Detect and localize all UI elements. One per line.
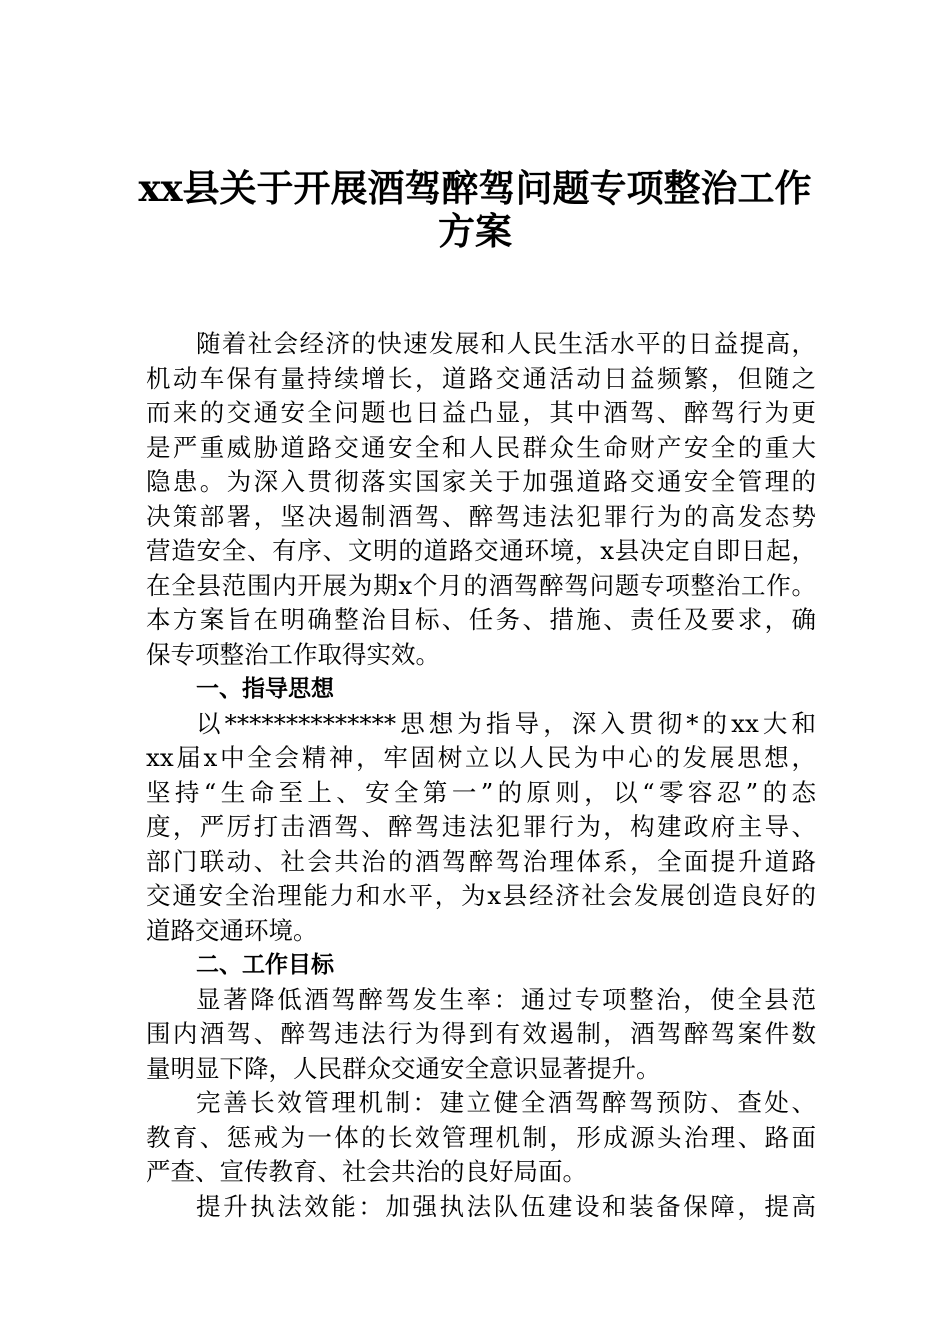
paragraph-line: 教育、惩戒为一体的长效管理机制，形成源头治理、路面 xyxy=(146,1122,816,1152)
paragraph-line: 保专项整治工作取得实效。 xyxy=(146,639,440,669)
paragraph-line: 机动车保有量持续增长，道路交通活动日益频繁，但随之 xyxy=(146,363,816,393)
paragraph-line: 坚持“生命至上、安全第一”的原则，以“零容忍”的态 xyxy=(146,777,816,807)
paragraph xyxy=(146,327,816,672)
paragraph-line: 完善长效管理机制：建立健全酒驾醉驾预防、查处、 xyxy=(196,1088,816,1117)
paragraph xyxy=(146,707,816,949)
section-heading: 一、指导思想 xyxy=(196,676,334,702)
paragraph xyxy=(146,1086,816,1190)
document-body xyxy=(146,327,816,1224)
paragraph-line: 决策部署，坚决遏制酒驾、醉驾违法犯罪行为的高发态势 xyxy=(146,501,816,531)
document-title-line-1: xx县关于开展酒驾醉驾问题专项整治工作 xyxy=(138,166,812,210)
paragraph-line: 隐患。为深入贯彻落实国家关于加强道路交通安全管理的 xyxy=(146,467,816,496)
paragraph-line: 严查、宣传教育、社会共治的良好局面。 xyxy=(146,1157,587,1186)
paragraph-line: 而来的交通安全问题也日益凸显，其中酒驾、醉驾行为更 xyxy=(146,398,816,427)
paragraph-line: 本方案旨在明确整治目标、任务、措施、责任及要求，确 xyxy=(146,605,816,634)
paragraph-line: 营造安全、有序、文明的道路交通环境，x县决定自即日起， xyxy=(146,536,816,565)
paragraph-line: 显著降低酒驾醉驾发生率：通过专项整治，使全县范 xyxy=(196,984,816,1014)
paragraph-line: 围内酒驾、醉驾违法行为得到有效遏制，酒驾醉驾案件数 xyxy=(146,1019,816,1048)
paragraph-line: 是严重威胁道路交通安全和人民群众生命财产安全的重大 xyxy=(146,432,816,462)
paragraph-line: 道路交通环境。 xyxy=(146,915,318,945)
paragraph-line: 度，严厉打击酒驾、醉驾违法犯罪行为，构建政府主导、 xyxy=(146,812,816,841)
paragraph-line: 提升执法效能：加强执法队伍建设和装备保障，提高 xyxy=(196,1191,816,1221)
paragraph xyxy=(146,1190,816,1225)
paragraph-line: 量明显下降，人民群众交通安全意识显著提升。 xyxy=(146,1053,661,1083)
paragraph-line: xx届x中全会精神，牢固树立以人民为中心的发展思想， xyxy=(146,743,816,772)
section-heading: 二、工作目标 xyxy=(196,952,334,978)
paragraph-line: 部门联动、社会共治的酒驾醉驾治理体系，全面提升道路 xyxy=(146,846,816,876)
paragraph-line: 随着社会经济的快速发展和人民生活水平的日益提高， xyxy=(196,329,816,358)
paragraph xyxy=(146,983,816,1087)
document-title-line-2: 方案 xyxy=(438,209,512,253)
paragraph-line: 交通安全治理能力和水平，为x县经济社会发展创造良好的 xyxy=(146,881,816,910)
paragraph-line: 以**************思想为指导，深入贯彻*的xx大和 xyxy=(196,708,816,738)
paragraph-line: 在全县范围内开展为期x个月的酒驾醉驾问题专项整治工作。 xyxy=(146,570,816,600)
